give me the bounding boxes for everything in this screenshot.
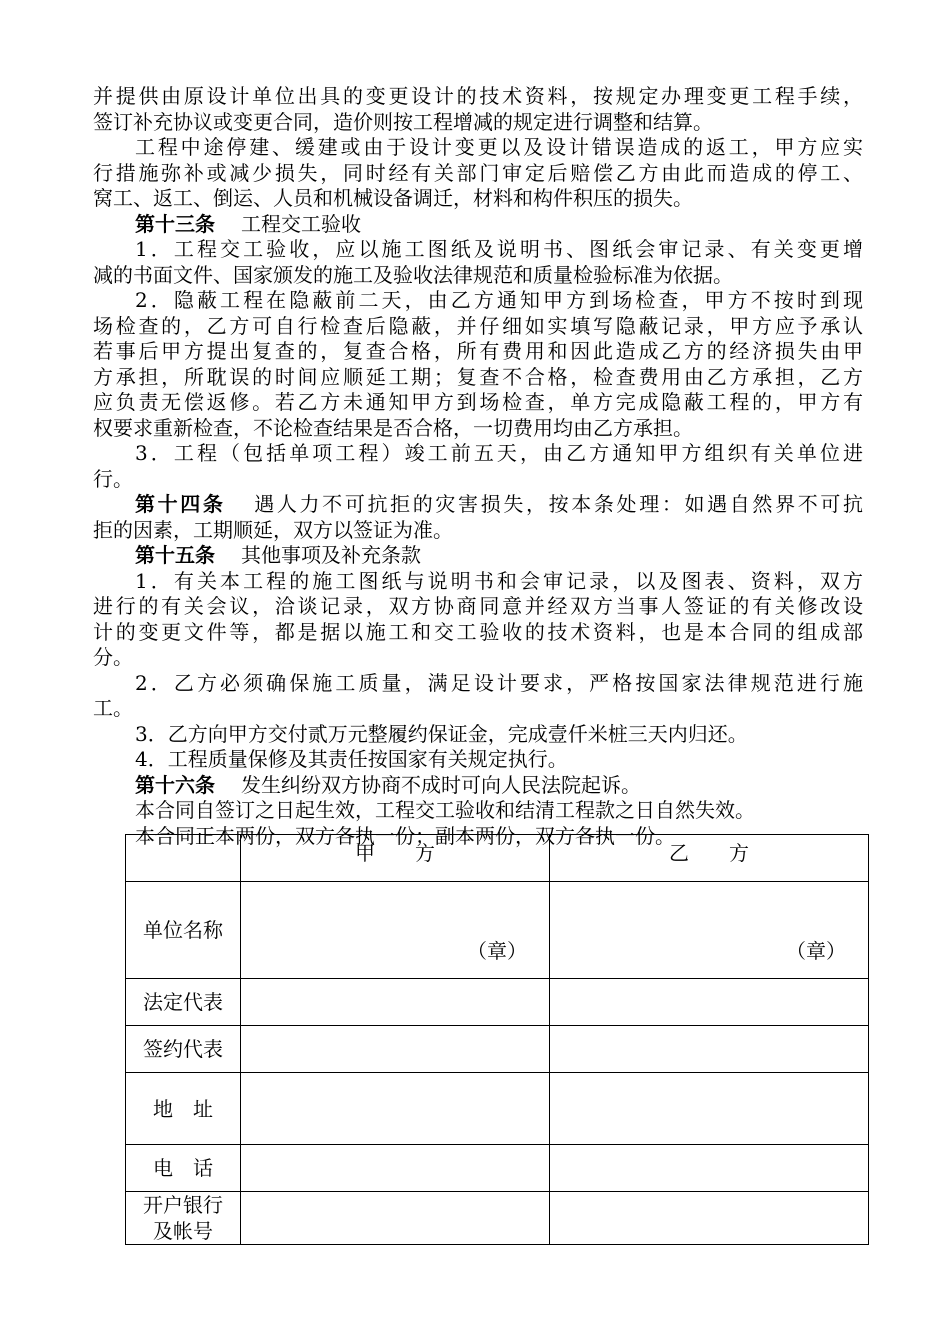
party-b-header: 乙 方: [550, 835, 869, 882]
table-cell: [241, 1145, 550, 1192]
address-label: 地 址: [126, 1073, 241, 1145]
text-line: 3．乙方向甲方交付贰万元整履约保证金，完成壹仟米桩三天内归还。: [135, 721, 748, 746]
text-line: 权要求重新检查，不论检查结果是否合格，一切费用均由乙方承担。: [93, 415, 693, 440]
article-text: 发生纠纷双方协商不成时可向人民法院起诉。: [241, 772, 641, 797]
article-15-heading: [93, 543, 863, 569]
text-line: 计的变更文件等，都是据以施工和交工验收的技术资料，也是本合同的组成部: [93, 619, 863, 644]
text-line: 2．乙方必须确保施工质量，满足设计要求，严格按国家法律规范进行施: [135, 670, 863, 695]
table-row: [126, 882, 869, 979]
table-row: [126, 1073, 869, 1145]
table-row: [126, 835, 869, 882]
text-line: 1．有关本工程的施工图纸与说明书和会审记录，以及图表、资料，双方: [135, 568, 863, 593]
article-number: 第十六条: [135, 772, 215, 797]
table-cell: [550, 979, 869, 1026]
text-line: 窝工、返工、倒运、人员和机械设备调迁，材料和构件积压的损失。: [93, 186, 693, 210]
text-line: 场检查的，乙方可自行检查后隐蔽，并仔细如实填写隐蔽记录，甲方应予承认: [93, 313, 863, 338]
article-number: 第十五条: [135, 543, 215, 567]
table-cell: [241, 1026, 550, 1073]
article-13-heading: [93, 212, 863, 238]
text-line: 应负责无偿返修。若乙方未通知甲方到场检查，单方完成隐蔽工程的，甲方有: [93, 390, 863, 414]
article-text: 遇人力不可抗拒的灾害损失，按本条处理：如遇自然界不可抗: [251, 492, 864, 516]
text-line: 2．隐蔽工程在隐蔽前二天，由乙方通知甲方到场检查，甲方不按时到现: [135, 288, 863, 312]
contract-body: [93, 84, 863, 849]
party-b-seal: （章）: [550, 882, 869, 979]
table-cell: [550, 1073, 869, 1145]
legal-rep-label: 法定代表: [126, 979, 241, 1026]
article-16-heading: [93, 773, 863, 799]
text-line: 本合同自签订之日起生效，工程交工验收和结清工程款之日自然失效。: [135, 798, 755, 822]
unit-name-label: 单位名称: [126, 882, 241, 979]
table-row: [126, 1192, 869, 1245]
phone-label: 电 话: [126, 1145, 241, 1192]
text-line: 分。: [93, 645, 133, 669]
text-line: 若事后甲方提出复查的，复查合格，所有费用和因此造成乙方的经济损失由甲: [93, 339, 863, 363]
text-line: 行。: [93, 466, 133, 491]
table-row: [126, 1145, 869, 1192]
table-cell: [550, 1192, 869, 1245]
text-line: 行措施弥补或减少损失，同时经有关部门审定后赔偿乙方由此而造成的停工、: [93, 160, 863, 185]
table-cell: [241, 979, 550, 1026]
table-cell: [241, 1192, 550, 1245]
table-cell: [241, 1073, 550, 1145]
table-cell: [550, 1145, 869, 1192]
text-line: 工。: [93, 696, 133, 720]
text-line: 拒的因素，工期顺延，双方以签证为准。: [93, 517, 453, 542]
bank-label-line: 及帐号: [153, 1219, 213, 1243]
table-cell: [126, 835, 241, 882]
text-line: 并提供由原设计单位出具的变更设计的技术资料，按规定办理变更工程手续，: [93, 84, 863, 108]
article-number: 第十四条: [135, 492, 226, 516]
signing-rep-label: 签约代表: [126, 1026, 241, 1073]
text-line: 4．工程质量保修及其责任按国家有关规定执行。: [135, 747, 568, 771]
table-row: [126, 979, 869, 1026]
table-cell: [550, 1026, 869, 1073]
table-row: [126, 1026, 869, 1073]
article-number: 第十三条: [135, 211, 215, 236]
text-line: 签订补充协议或变更合同，造价则按工程增减的规定进行调整和结算。: [93, 109, 713, 134]
bank-account-label: [126, 1192, 241, 1245]
text-line: 工程中途停建、缓建或由于设计变更以及设计错误造成的返工，甲方应实: [135, 135, 863, 159]
text-line: 方承担，所耽误的时间应顺延工期；复查不合格，检查费用由乙方承担，乙方: [93, 364, 863, 389]
party-a-header: 甲 方: [241, 835, 550, 882]
text-line: 减的书面文件、国家颁发的施工及验收法律规范和质量检验标准为依据。: [93, 262, 733, 287]
article-title: 其他事项及补充条款: [241, 543, 421, 567]
text-line: 3．工程（包括单项工程）竣工前五天，由乙方通知甲方组织有关单位进: [135, 441, 863, 465]
text-line: 本合同正本两份，双方各执一份；副本两份，双方各执一份。: [135, 823, 675, 848]
signature-table: [125, 834, 869, 1245]
bank-label-line: 开户银行: [143, 1193, 223, 1217]
text-line: 进行的有关会议，洽谈记录，双方协商同意并经双方当事人签证的有关修改设: [93, 594, 863, 618]
text-line: 1．工程交工验收，应以施工图纸及说明书、图纸会审记录、有关变更增: [135, 237, 863, 261]
article-title: 工程交工验收: [241, 211, 361, 236]
article-14-heading: [93, 492, 863, 518]
party-a-seal: （章）: [241, 882, 550, 979]
